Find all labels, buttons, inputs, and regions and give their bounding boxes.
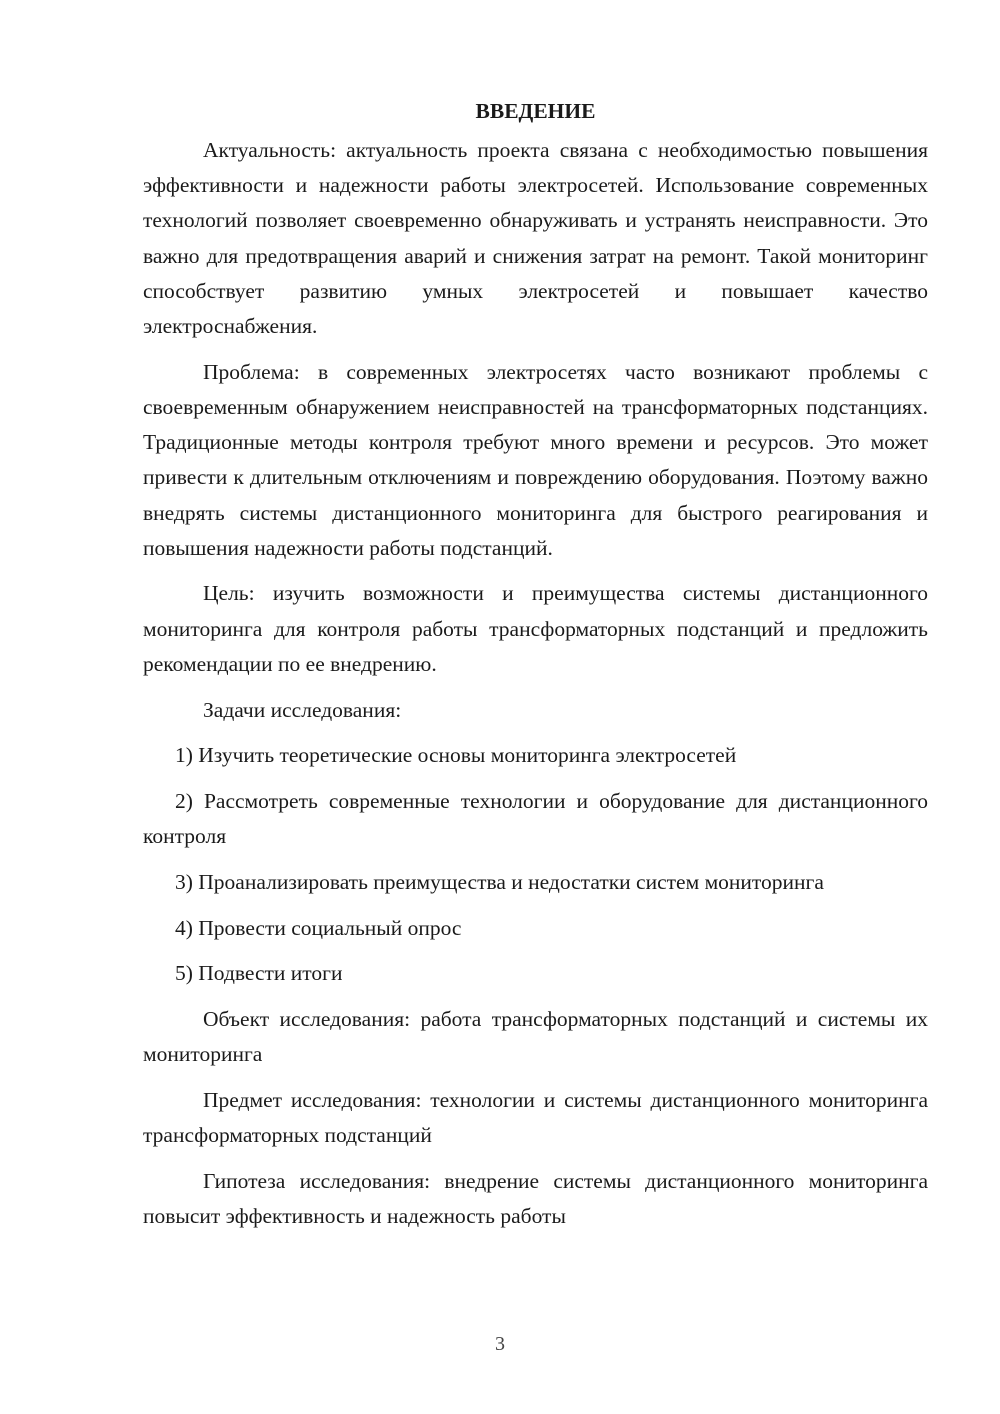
research-subject-paragraph: Предмет исследования: технологии и системы дистанционного мониторинга трансформаторных подстанций [143,1087,928,1148]
document-page [143,92,928,1245]
research-object-paragraph: Объект исследования: работа трансформаторных подстанций и системы их мониторинга [143,1006,928,1067]
task-item: 2) Рассмотреть современные технологии и оборудование для дистанционного контроля [143,788,928,849]
page-number: 3 [495,1333,505,1355]
task-item: 1) Изучить теоретические основы мониторинга электросетей [175,743,737,768]
section-heading: ВВЕДЕНИЕ [475,99,596,123]
problem-paragraph: Проблема: в современных электросетях часто возникают проблемы с своевременным обнаружением неисправностей на трансформаторных подстанциях. Традиционные методы контроля требуют много времени и ресурсов. Это может привести к длительным отключениям и повреждению оборудования. Поэтому важно внедрять системы дистанционного мониторинга для быстрого реагирования и повышения надежности работы подстанций. [143,359,928,560]
relevance-paragraph: Актуальность: актуальность проекта связана с необходимостью повышения эффективности и надежности работы электросетей. Использование современных технологий позволяет своевременно обнаруживать и устранять неисправности. Это важно для предотвращения аварий и снижения затрат на ремонт. Такой мониторинг способствует развитию умных электросетей и повышает качество электроснабжения. [143,138,928,339]
task-item: 3) Проанализировать преимущества и недостатки систем мониторинга [175,869,824,894]
task-item: 4) Провести социальный опрос [175,915,462,940]
tasks-heading: Задачи исследования: [203,697,402,722]
goal-paragraph: Цель: изучить возможности и преимущества системы дистанционного мониторинга для контроля работы трансформаторных подстанций и предложить рекомендации по ее внедрению. [143,581,928,676]
hypothesis-paragraph: Гипотеза исследования: внедрение системы дистанционного мониторинга повысит эффективность и надежность работы [143,1168,928,1228]
task-item: 5) Подвести итоги [175,961,343,986]
